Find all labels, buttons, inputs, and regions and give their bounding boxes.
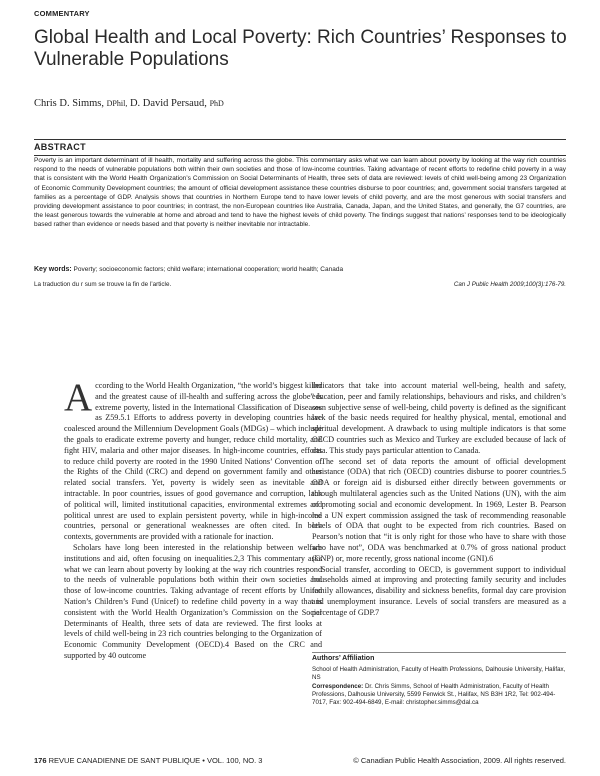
article-title: Global Health and Local Poverty: Rich Countries’ Responses to Vulnerable Populations: [34, 27, 567, 70]
journal-name: REVUE CANADIENNE DE SANT PUBLIQUE • VOL. 100, NO. 3: [48, 756, 263, 765]
abstract-text: Poverty is an important determinant of ill health, mortality and suffering across the globe. This commentary asks what we can learn about poverty by looking at the way rich countries respond to the needs of vulnerable populations both within their own societies and those of low-income countries. Taking advantage of recent efforts to redefine child poverty in a way that is consistent with the World Health Organization’s Commission on Social Determinants of Health, three sets of data are reviewed: levels of child well-being among 23 Organization of Economic Community Development countries; the amount of official development assistance these countries disburse to poor countries; and, government social transfers targeted at families as a percentage of GDP. Analysis shows that countries in Northern Europe tend to have lower levels of child poverty, and are the most generous with social transfers and providing development assistance to poor countries; in contrast, the non-European countries like Australia, Canada, Japan, and the United States, and generally, the G7 countries, are the least generous towards the vulnerable at home and abroad and tend to have the highest levels of child poverty. The findings suggest that nations’ responses tend to be ideologically based rather than evidence or needs based and that poverty is neither inevitable nor intractable.: [34, 157, 566, 229]
page-number: 176: [34, 756, 47, 765]
paragraph: [64, 376, 322, 543]
paragraph-text: ccording to the World Health Organization, “the world’s biggest killer and the greatest cause of ill-health and suffering across the globe” is extreme poverty, listed in the International Classification of Diseases as Z59.5.1 Efforts to address poverty in developing countries have coalesced around the Millennium Development Goals (MDGs) – which include the goals to eradicate extreme poverty and hunger, reduce child mortality, and fight HIV, malaria and other major diseases. In high-income countries, efforts to reduce child poverty are rooted in the 1990 United Nations’ Convention of the Rights of the Child (CRC) and depend on government family and other related social transfers. Yet, poverty is widely seen as inevitable and intractable. In poor countries, issues of good governance and corruption, lack of political will, limited institutional capacities, environmental extremes and political unrest are used to explain persistent poverty, while in high-income countries, personal or generational weaknesses are often cited. In both contexts, governments are provided with a rationale for inaction.: [64, 381, 322, 542]
paragraph: indicators that take into account material well-being, health and safety, education, peer and family relationships, behaviours and risks, and children’s own subjective sense of well-being, child poverty is defined as the significant lack of the basic needs required for healthy physical, mental, emotional and spiritual development. A drawback to using multiple indicators is that some OECD countries such as Mexico and Turkey are excluded because of lack of data. This study pays particular attention to Canada.: [312, 381, 566, 455]
paragraph: The second set of data reports the amount of official development assistance (ODA) that rich (OECD) countries disburse to poorer countries.5 ODA or foreign aid is disbursed either directly between governments or through multilateral agencies such as the United Nations (UN), with the aim of promoting social and economic development. In 1969, Lester B. Pearson led a UN expert commission assigned the task of recommending reasonable levels of ODA that ought to be expected from rich countries. Based on Pearson’s notion that “it is only right for those who have to share with those who have not”, ODA was benchmarked at 0.7% of gross national product (GNP) or, more recently, gross national income (GNI).6: [312, 456, 566, 563]
correspondence-label: Correspondence:: [312, 683, 364, 690]
affiliation-heading: Authors’ Affiliation: [312, 655, 375, 662]
drop-cap: A: [64, 376, 93, 419]
body-column-2: [312, 381, 566, 619]
correspondence: [312, 683, 566, 707]
body-column-1: [64, 376, 322, 662]
keywords-label: Key words:: [34, 266, 72, 273]
translation-note: La traduction du r sum se trouve la fin de l’article.: [34, 281, 172, 288]
paragraph: Social transfer, according to OECD, is government support to individual households aimed at improving and protecting family security and includes family allowances, disability and sickness benefits, formal day care provision and unemployment insurance. Levels of social transfers are measured as a percentage of GDP.7: [312, 564, 566, 617]
keywords-text: Poverty; socioeconomic factors; child welfare; international cooperation; world health; Canada: [73, 266, 344, 273]
correspondence-text: Dr. Chris Simms, School of Health Administration, Faculty of Health Professions, Dalhousie University, 5599 Fenwick St., Halifax, NS B3H 1R2, Tel: 902-494-7017, Fax: 902-494-6849, E-mail: christopher.simms@dal.ca: [312, 683, 556, 706]
author-1-degree: DPhil,: [106, 99, 128, 108]
section-kicker: COMMENTARY: [34, 9, 90, 18]
author-1: Chris D. Simms,: [34, 98, 105, 109]
author-2: D. David Persaud,: [129, 98, 207, 109]
footer-left: [34, 756, 262, 765]
copyright: © Canadian Public Health Association, 2009. All rights reserved.: [353, 756, 566, 765]
abstract-heading: ABSTRACT: [34, 139, 566, 156]
author-affiliation: [312, 652, 566, 708]
paragraph: Scholars have long been interested in the relationship between welfare institutions and aid, often focusing on inequalities.2,3 This commentary asks what we can learn about poverty by looking at the way rich countries respond to the needs of vulnerable populations both within their own societies and those of low-income countries. Taking advantage of recent efforts by United Nation’s Children’s Fund (Unicef) to redefine child poverty in a way that is consistent with the World Health Organization’s Commission on the Social Determinants of Health, three sets of data are reviewed. The first looks at levels of child well-being in 23 rich countries belonging to the Organization of Economic Community Development (OECD).4 Based on the CRC and supported by 40 outcome: [64, 542, 322, 660]
affiliation-line: School of Health Administration, Faculty of Health Professions, Dalhousie University, Halifax, NS: [312, 666, 566, 681]
author-2-degree: PhD: [209, 99, 224, 108]
citation: Can J Public Health 2009;100(3):176-79.: [453, 281, 566, 288]
author-line: [34, 98, 224, 109]
keywords: [34, 266, 566, 273]
